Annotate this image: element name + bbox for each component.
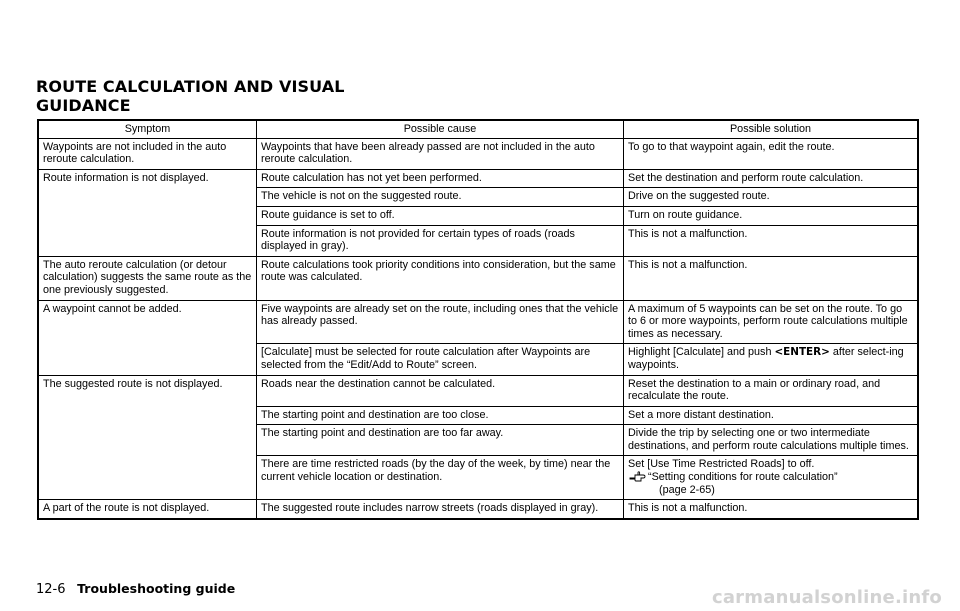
cause-cell: The suggested route includes narrow streets (roads displayed in gray).: [257, 500, 624, 519]
solution-cell: [624, 456, 919, 500]
symptom-cell: A waypoint cannot be added.: [38, 300, 257, 375]
reference-page: (page 2-65): [659, 483, 715, 496]
solution-cell: This is not a malfunction.: [624, 225, 919, 256]
solution-text: Set [Use Time Restricted Roads] to off.: [628, 458, 815, 471]
solution-cell: Set the destination and perform route calculation.: [624, 169, 919, 188]
header-possible-solution: Possible solution: [624, 120, 919, 138]
symptom-cell: The auto reroute calculation (or detour calculation) suggests the same route as the one previously suggested.: [38, 256, 257, 300]
table-row: [38, 375, 918, 406]
symptom-cell: Route information is not displayed.: [38, 169, 257, 256]
cause-cell: Route calculations took priority conditions into consideration, but the same route was calculated.: [257, 256, 624, 300]
solution-cell: To go to that waypoint again, edit the route.: [624, 138, 919, 169]
enter-key-label: <ENTER>: [774, 346, 830, 359]
symptom-cell: The suggested route is not displayed.: [38, 375, 257, 500]
solution-cell: This is not a malfunction.: [624, 256, 919, 300]
cause-cell: Route guidance is set to off.: [257, 206, 624, 225]
symptom-cell: A part of the route is not displayed.: [38, 500, 257, 519]
table-header-row: [38, 120, 918, 138]
cause-cell: Roads near the destination cannot be calculated.: [257, 375, 624, 406]
symptom-cell: Waypoints are not included in the auto reroute calculation.: [38, 138, 257, 169]
page-footer: [36, 581, 235, 598]
footer-title: Troubleshooting guide: [77, 581, 236, 596]
cause-cell: [Calculate] must be selected for route calculation after Waypoints are selected from the “Edit/Add to Route” screen.: [257, 344, 624, 375]
solution-cell: A maximum of 5 waypoints can be set on the route. To go to 6 or more waypoints, perform route calculations multiple times as necessary.: [624, 300, 919, 344]
table-row: [38, 138, 918, 169]
cause-cell: The starting point and destination are too close.: [257, 406, 624, 425]
table-row: [38, 500, 918, 519]
solution-text-suffix: after select-ing waypoints.: [628, 346, 904, 371]
troubleshooting-table: [37, 119, 919, 520]
header-possible-cause: Possible cause: [257, 120, 624, 138]
solution-text-prefix: Highlight [Calculate] and push: [628, 346, 775, 359]
reference-hand-icon: [629, 471, 647, 483]
solution-cell: Turn on route guidance.: [624, 206, 919, 225]
solution-cell: Drive on the suggested route.: [624, 188, 919, 207]
page-reference: [628, 471, 913, 484]
solution-cell: [624, 344, 919, 375]
section-title-line-2: GUIDANCE: [36, 96, 131, 115]
page-number: 12-6: [36, 582, 66, 597]
table-row: [38, 256, 918, 300]
cause-cell: The vehicle is not on the suggested route.: [257, 188, 624, 207]
cause-cell: Waypoints that have been already passed are not included in the auto reroute calculation.: [257, 138, 624, 169]
section-title-line-1: ROUTE CALCULATION AND VISUAL: [36, 77, 345, 96]
cause-cell: There are time restricted roads (by the day of the week, by time) near the current vehicle location or destination.: [257, 456, 624, 500]
cause-cell: The starting point and destination are too far away.: [257, 425, 624, 456]
table-row: [38, 300, 918, 344]
cause-cell: Five waypoints are already set on the route, including ones that the vehicle has already passed.: [257, 300, 624, 344]
solution-cell: This is not a malfunction.: [624, 500, 919, 519]
header-symptom: Symptom: [38, 120, 257, 138]
cause-cell: Route information is not provided for certain types of roads (roads displayed in gray).: [257, 225, 624, 256]
solution-cell: Divide the trip by selecting one or two intermediate destinations, and perform route calculations multiple times.: [624, 425, 919, 456]
cause-cell: Route calculation has not yet been performed.: [257, 169, 624, 188]
reference-title: “Setting conditions for route calculation”: [648, 471, 838, 484]
table-row: [38, 169, 918, 188]
section-title: [36, 77, 636, 115]
solution-cell: Set a more distant destination.: [624, 406, 919, 425]
watermark: carmanualsonline.info: [711, 587, 942, 608]
solution-cell: Reset the destination to a main or ordinary road, and recalculate the route.: [624, 375, 919, 406]
